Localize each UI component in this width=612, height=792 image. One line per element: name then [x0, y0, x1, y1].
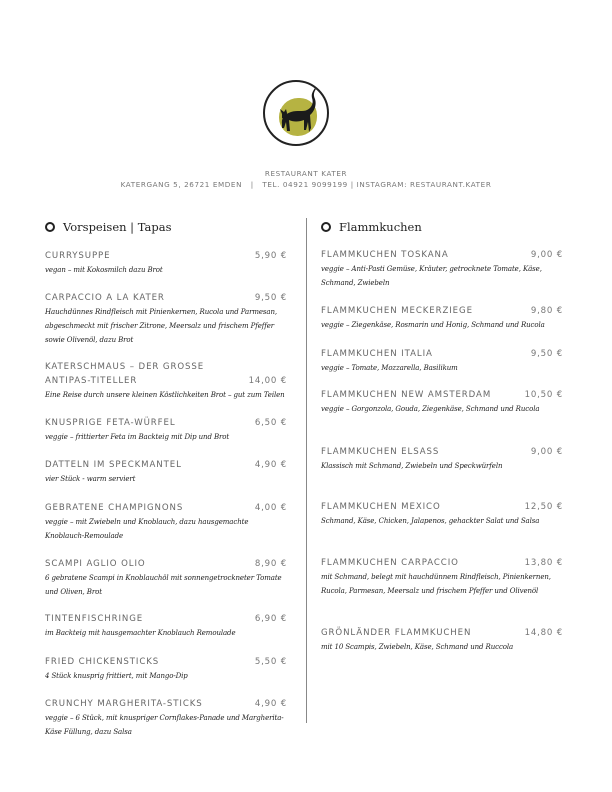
- item-name: FLAMMKUCHEN TOSKANA: [321, 250, 449, 260]
- item-price: 4,90 €: [254, 699, 287, 709]
- item-description: Schmand, Käse, Chicken, Jalapenos, gehackter Salat und Salsa: [321, 517, 540, 525]
- item-name: TINTENFISCHRINGE: [45, 614, 144, 624]
- item-price: 6,50 €: [254, 418, 287, 428]
- menu-item: [45, 655, 287, 683]
- menu-item: [45, 360, 287, 402]
- item-name: CURRYSUPPE: [45, 251, 111, 261]
- item-description: veggie – Ziegenkäse, Rosmarin und Honig, Schmand und Rucola: [321, 321, 545, 329]
- item-name: FRIED CHICKENSTICKS: [45, 657, 160, 667]
- item-description: veggie – Gorgonzola, Gouda, Ziegenkäse, Schmand und Rucola: [321, 405, 540, 413]
- section-title: Flammkuchen: [339, 220, 422, 234]
- item-name: DATTELN IM SPECKMANTEL: [45, 460, 182, 470]
- menu-item: [45, 612, 287, 640]
- item-price: 10,50 €: [524, 390, 563, 400]
- section-heading: [45, 220, 171, 234]
- item-price: 9,50 €: [254, 293, 287, 303]
- menu-item: [45, 291, 287, 347]
- circle-icon: [45, 222, 55, 232]
- column-divider: [306, 218, 307, 723]
- menu-item: [45, 697, 287, 739]
- menu-item: [45, 249, 287, 277]
- item-name: SCAMPI AGLIO OLIO: [45, 559, 146, 569]
- menu-item: [321, 556, 563, 598]
- item-name: KNUSPRIGE FETA-WÜRFEL: [45, 418, 176, 428]
- item-description: vier Stück - warm serviert: [45, 475, 136, 483]
- item-name: FLAMMKUCHEN MEXICO: [321, 502, 441, 512]
- item-description: Hauchdünnes Rindfleisch mit Pinienkernen, Rucola und Parmesan, abgeschmeckt mit frischer Zitrone, Meersalz und frischem Pfeffer sowie Olivenöl, dazu Brot: [45, 308, 278, 344]
- cat-icon: [265, 82, 329, 146]
- item-description: 6 gebratene Scampi in Knoblauchöl mit sonnengetrockneter Tomate und Oliven, Brot: [45, 574, 282, 596]
- item-price: 9,80 €: [530, 306, 563, 316]
- item-description: Klassisch mit Schmand, Zwiebeln und Speckwürfeln: [321, 462, 503, 470]
- menu-item: [321, 445, 563, 473]
- section-title: Vorspeisen | Tapas: [63, 220, 172, 234]
- menu-item: [45, 501, 287, 543]
- item-name: FLAMMKUCHEN MECKERZIEGE: [321, 306, 473, 316]
- menu-item: [321, 304, 563, 332]
- item-price: 5,90 €: [254, 251, 287, 261]
- item-description: veggie – Tomate, Mozzarella, Basilikum: [321, 364, 458, 372]
- item-price: 5,50 €: [254, 657, 287, 667]
- restaurant-name: RESTAURANT KATER: [264, 169, 348, 178]
- item-description: im Backteig mit hausgemachter Knoblauch Remoulade: [45, 629, 236, 637]
- item-name: KATERSCHMAUS – DER GROSSE ANTIPAS-TITELLER: [45, 362, 205, 386]
- item-name: FLAMMKUCHEN ELSASS: [321, 447, 440, 457]
- item-description: Eine Reise durch unsere kleinen Köstlichkeiten Brot – gut zum Teilen: [45, 391, 285, 399]
- item-name: FLAMMKUCHEN CARPACCIO: [321, 558, 459, 568]
- item-description: 4 Stück knusprig frittiert, mit Mango-Dip: [45, 672, 188, 680]
- item-price: 13,80 €: [524, 558, 563, 568]
- contact-line: KATERGANG 5, 26721 EMDEN | TEL. 04921 9099199 | INSTAGRAM: RESTAURANT.KATER: [120, 180, 492, 189]
- item-price: 8,90 €: [254, 559, 287, 569]
- menu-item: [45, 557, 287, 599]
- section-heading: [321, 220, 422, 234]
- item-name: GEBRATENE CHAMPIGNONS: [45, 503, 184, 513]
- menu-item: [321, 500, 563, 528]
- item-price: 4,00 €: [254, 503, 287, 513]
- item-price: 12,50 €: [524, 502, 563, 512]
- menu-item: [321, 626, 563, 654]
- item-name: CARPACCIO A LA KATER: [45, 293, 165, 303]
- item-name: FLAMMKUCHEN ITALIA: [321, 349, 433, 359]
- item-description: veggie – 6 Stück, mit knuspriger Cornflakes-Panade und Margherita-Käse Füllung, dazu Salsa: [45, 714, 284, 736]
- item-description: mit Schmand, belegt mit hauchdünnem Rindfleisch, Pinienkernen, Rucola, Parmesan, Meersalz und frischem Pfeffer und Olivenöl: [321, 573, 551, 595]
- menu-item: [321, 388, 563, 416]
- item-name: GRÖNLÄNDER FLAMMKUCHEN: [321, 628, 472, 638]
- item-description: veggie – Anti-Pasti Gemüse, Kräuter, getrocknete Tomate, Käse, Schmand, Zwiebeln: [321, 265, 542, 287]
- item-price: 9,50 €: [530, 349, 563, 359]
- menu-item: [321, 347, 563, 375]
- item-price: 9,00 €: [530, 447, 563, 457]
- menu-item: [321, 248, 563, 290]
- menu-item: [45, 458, 287, 486]
- menu-item: [45, 416, 287, 444]
- item-description: vegan – mit Kokosmilch dazu Brot: [45, 266, 163, 274]
- item-name: FLAMMKUCHEN NEW AMSTERDAM: [321, 390, 492, 400]
- item-name: CRUNCHY MARGHERITA-STICKS: [45, 699, 203, 709]
- item-description: mit 10 Scampis, Zwiebeln, Käse, Schmand und Ruccola: [321, 643, 514, 651]
- item-description: veggie – frittierter Feta im Backteig mit Dip und Brot: [45, 433, 230, 441]
- item-price: 4,90 €: [254, 460, 287, 470]
- item-price: 14,80 €: [524, 628, 563, 638]
- item-price: 6,90 €: [254, 614, 287, 624]
- cat-logo: [263, 80, 329, 146]
- item-price: 9,00 €: [530, 250, 563, 260]
- item-description: veggie – mit Zwiebeln und Knoblauch, dazu hausgemachte Knoblauch-Remoulade: [45, 518, 249, 540]
- item-price: 14,00 €: [248, 376, 287, 386]
- circle-icon: [321, 222, 331, 232]
